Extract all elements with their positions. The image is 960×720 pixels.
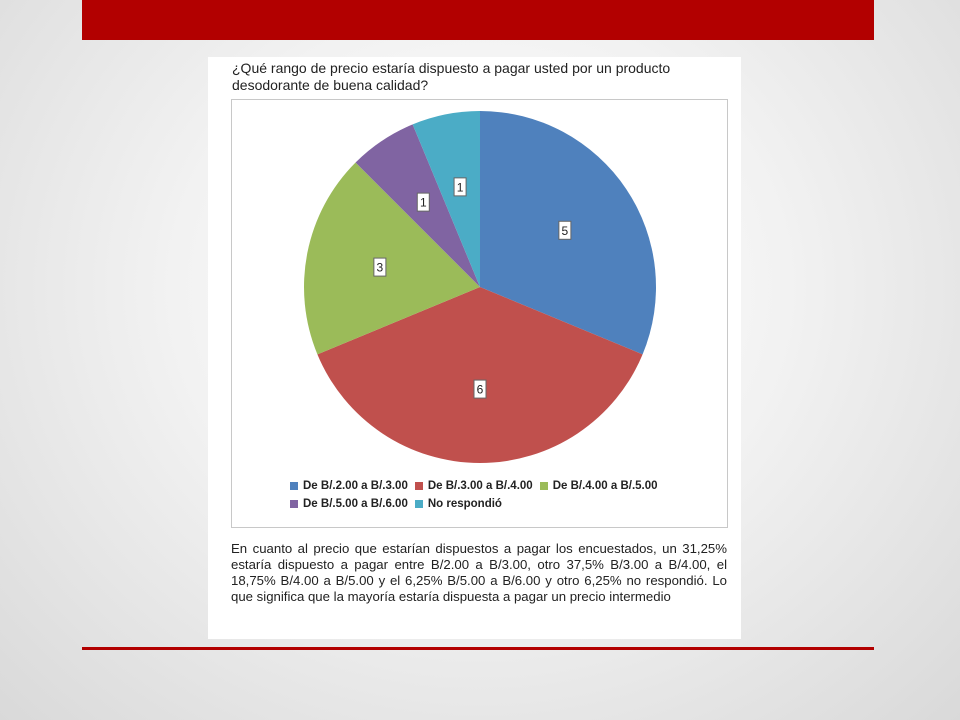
- legend-item-no-respondio: [415, 498, 502, 510]
- legend-swatch: [415, 482, 423, 490]
- data-label: 6: [476, 382, 484, 397]
- legend-row-1: [290, 480, 710, 492]
- legend-item-2-3: [290, 480, 408, 492]
- legend-swatch: [290, 500, 298, 508]
- chart-frame: [231, 99, 728, 528]
- legend-swatch: [415, 500, 423, 508]
- legend-label: De B/.3.00 a B/.4.00: [427, 480, 533, 492]
- bottom-accent-rule: [82, 647, 874, 650]
- data-label: 5: [561, 223, 569, 238]
- legend-row-2: [290, 498, 710, 510]
- pie-chart: [232, 100, 727, 527]
- legend-label: De B/.5.00 a B/.6.00: [303, 498, 408, 510]
- data-label: 3: [376, 260, 384, 275]
- top-accent-bar: [82, 0, 874, 40]
- content-panel: [208, 57, 741, 639]
- legend-label: No respondió: [427, 498, 502, 510]
- legend-swatch: [540, 482, 548, 490]
- data-label: 1: [456, 180, 464, 195]
- data-label: 1: [419, 195, 427, 210]
- legend-label: De B/.2.00 a B/.3.00: [303, 480, 408, 492]
- chart-legend: [290, 480, 710, 516]
- legend-item-4-5: [540, 480, 658, 492]
- legend-swatch: [290, 482, 298, 490]
- legend-label: De B/.4.00 a B/.5.00: [552, 480, 658, 492]
- summary-paragraph: En cuanto al precio que estarían dispuestos a pagar los encuestados, un 31,25% estaría dispuesto a pagar entre B/2.00 a B/3.00, otro 37,5% B/3.00 a B/4.00, el 18,75% B/4.00 a B/5.00 y el 6,25% B/5.00 a B/6.00 y otro 6,25% no respondió. Lo que significa que la mayoría estaría dispuesta a pagar un precio intermedio: [231, 541, 727, 604]
- legend-item-5-6: [290, 498, 408, 510]
- legend-item-3-4: [415, 480, 533, 492]
- chart-question-title: ¿Qué rango de precio estaría dispuesto a pagar usted por un producto desodorante de buena calidad?: [232, 60, 671, 93]
